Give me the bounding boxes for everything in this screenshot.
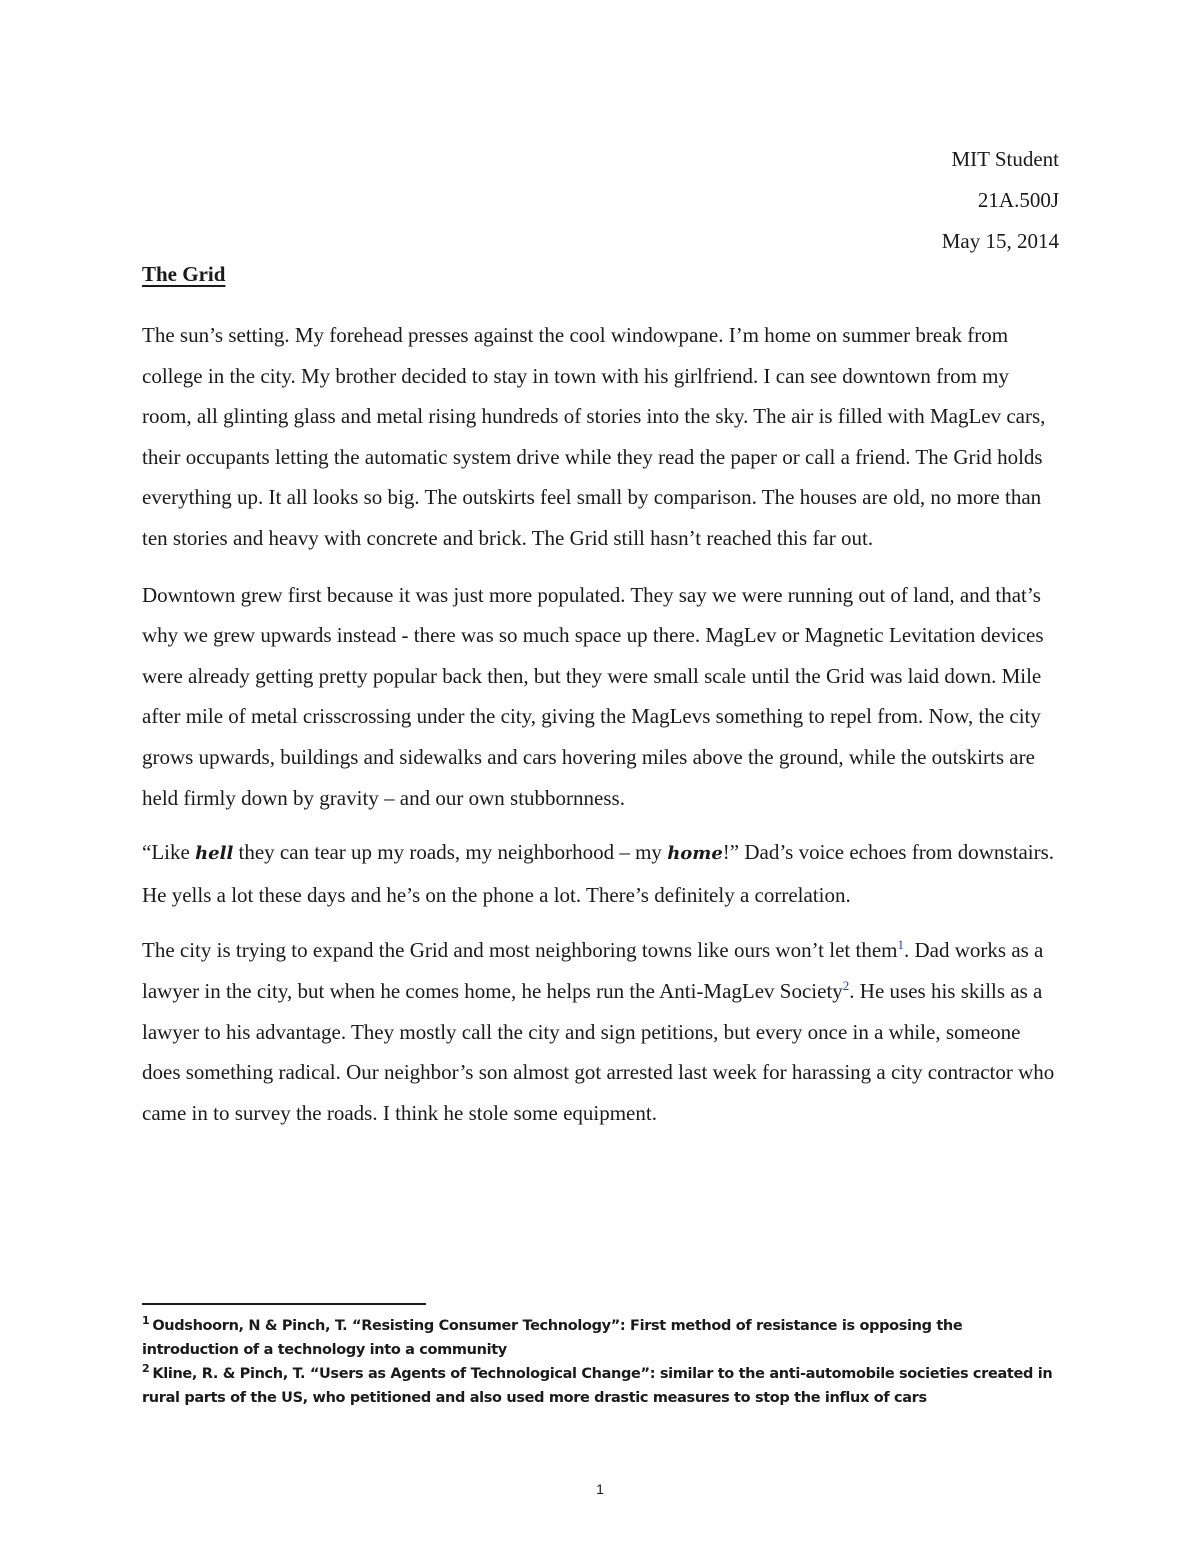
author-name: MIT Student — [951, 147, 1059, 171]
paragraph — [142, 832, 1060, 915]
header-block — [942, 139, 1059, 262]
footnote-text: Oudshoorn, N & Pinch, T. “Resisting Consumer Technology”: First method of resistance is opposing the introduction of a technology into a community — [142, 1318, 963, 1358]
paragraph: Downtown grew first because it was just more populated. They say we were running out of land, and that’s why we grew upwards instead - there was so much space up there. MagLev or Magnetic Levitation devices were already getting pretty popular back then, but they were small scale until the Grid was laid down. Mile after mile of metal crisscrossing under the city, giving the MagLevs something to repel from. Now, the city grows upwards, buildings and sidewalks and cars hovering miles above the ground, while the outskirts are held firmly down by gravity – and our own stubbornness. — [142, 582, 1044, 810]
document-date: May 15, 2014 — [941, 229, 1059, 253]
paragraph-text: . He uses his skills as a lawyer to his advantage. They mostly call the city and sign petitions, but every once in a while, someone does something radical. Our neighbor’s son almost got arrested last week for harassing a city contractor who came in to survey the roads. I think he stole some equipment. — [142, 978, 1055, 1125]
paragraph-text: they can tear up my roads, my neighborhood – my — [233, 840, 668, 865]
paragraph-text: . Dad works as a lawyer in the city, but when he comes home, he helps run the Anti-MagLev Society — [142, 938, 1044, 1003]
footnote-number: 2 — [142, 1362, 150, 1376]
footnote-text: Kline, R. & Pinch, T. “Users as Agents of Technological Change”: similar to the anti-automobile societies created in rural parts of the US, who petitioned and also used more drastic measures to stop the influx of cars — [142, 1366, 1053, 1406]
paragraph-text: !” Dad’s voice echoes from downstairs. He yells a lot these days and he’s on the phone a lot. There’s definitely a correlation. — [142, 840, 1055, 907]
paragraph — [142, 930, 1060, 1133]
paragraph-text: “Like — [142, 840, 196, 865]
emphasis-text: home — [667, 843, 723, 865]
footnote-reference-link[interactable]: 2 — [842, 977, 850, 993]
footnote-reference-link[interactable]: 1 — [897, 937, 904, 953]
emphasis-text: hell — [195, 843, 234, 865]
paragraph: The sun’s setting. My forehead presses against the cool windowpane. I’m home on summer break from college in the city. My brother decided to stay in town with his girlfriend. I can see downtown from my room, all glinting glass and metal rising hundreds of stories into the sky. The air is filled with MagLev cars, their occupants letting the automatic system drive while they read the paper or call a friend. The Grid holds everything up. It all looks so big. The outskirts feel small by comparison. The houses are old, no more than ten stories and heavy with concrete and brick. The Grid still hasn’t reached this far out. — [142, 323, 1046, 550]
body-text — [142, 315, 1060, 1149]
footnote-divider — [142, 1303, 426, 1305]
document-title: The Grid — [142, 262, 226, 286]
course-number: 21A.500J — [977, 188, 1059, 212]
footnote-item — [142, 1314, 1062, 1362]
footnote-item — [142, 1362, 1062, 1410]
footnote-number: 1 — [142, 1314, 150, 1328]
page-number: 1 — [596, 1481, 604, 1497]
paragraph-text: The city is trying to expand the Grid and most neighboring towns like ours won’t let them — [142, 938, 898, 963]
footnotes — [142, 1314, 1062, 1410]
